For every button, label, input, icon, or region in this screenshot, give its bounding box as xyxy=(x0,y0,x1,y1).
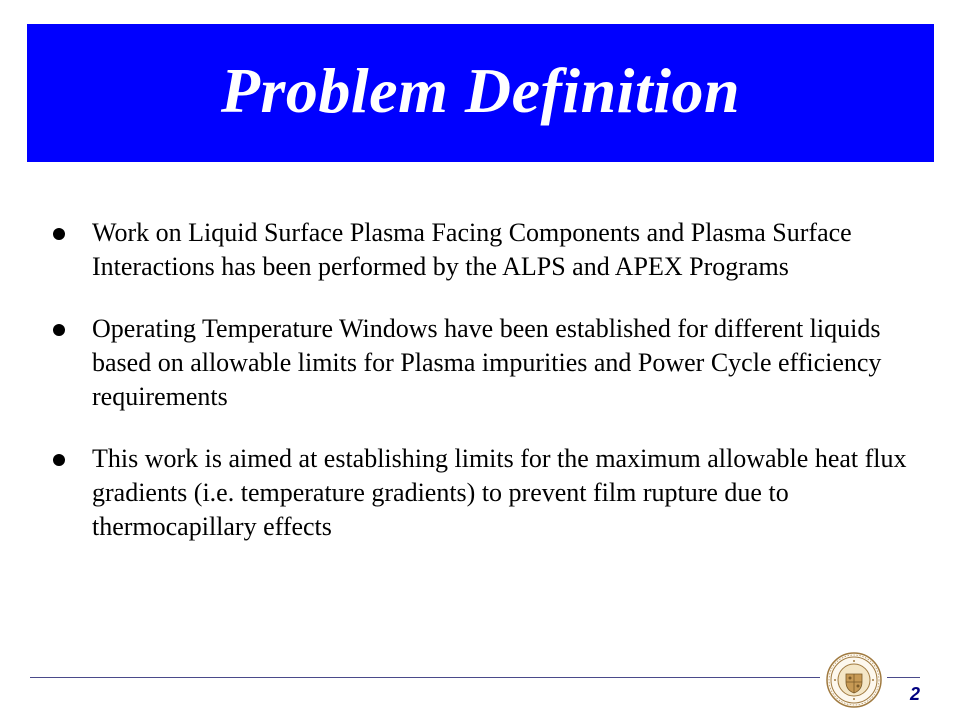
bullet-dot-icon xyxy=(53,454,65,466)
bullet-text: Work on Liquid Surface Plasma Facing Components and Plasma Surface Interactions has been performed by the ALPS and APEX Programs xyxy=(92,218,852,281)
bullet-item xyxy=(52,442,922,544)
bullet-item xyxy=(52,216,922,284)
institution-seal-icon xyxy=(826,652,882,708)
bullet-dot-icon xyxy=(53,324,65,336)
bullet-text: Operating Temperature Windows have been established for different liquids based on allowable limits for Plasma impurities and Power Cycle efficiency requirements xyxy=(92,314,882,411)
footer-divider-right xyxy=(887,677,920,678)
bullet-dot-icon xyxy=(53,228,65,240)
title-banner xyxy=(27,24,934,162)
page-number: 2 xyxy=(909,684,920,704)
bullet-text: This work is aimed at establishing limits for the maximum allowable heat flux gradients (i.e. temperature gradients) to prevent film rupture due to thermocapillary effects xyxy=(92,444,907,541)
footer-divider xyxy=(30,677,820,678)
bullet-item xyxy=(52,312,922,414)
bullet-list xyxy=(52,216,922,572)
slide-title: Problem Definition xyxy=(220,55,741,126)
